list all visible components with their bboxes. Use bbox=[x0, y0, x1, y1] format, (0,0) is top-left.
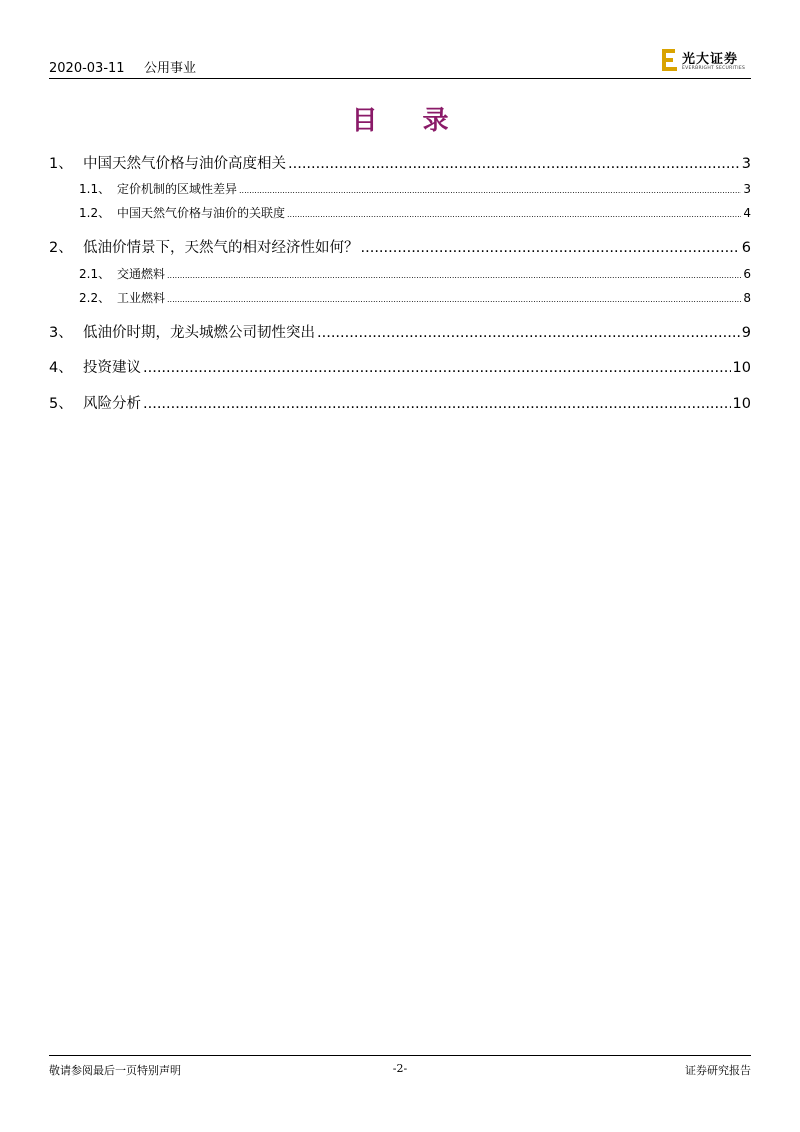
toc-dot-leader bbox=[317, 325, 740, 341]
toc-entry-page: 3 bbox=[741, 156, 751, 172]
page-footer bbox=[49, 1055, 751, 1080]
toc-entry[interactable] bbox=[49, 152, 751, 173]
toc-entry-number: 4、 bbox=[49, 360, 73, 376]
toc-entry-page: 9 bbox=[741, 325, 751, 341]
toc-entry-page: 10 bbox=[732, 360, 751, 376]
toc-entry-title: 投资建议 bbox=[83, 360, 141, 376]
toc-entry-title: 工业燃料 bbox=[117, 291, 166, 305]
toc-entry[interactable] bbox=[49, 265, 751, 282]
everbright-logo-icon bbox=[661, 48, 679, 72]
toc-dot-leader bbox=[167, 271, 741, 280]
logo-english-name: EVERBRIGHT SECURITIES bbox=[682, 66, 746, 71]
page-number: -2- bbox=[392, 1062, 408, 1075]
toc-entry-title: 低油价情景下，天然气的相对经济性如何？ bbox=[83, 240, 359, 256]
toc-entry-number: 2、 bbox=[49, 240, 73, 256]
page-header bbox=[49, 48, 751, 79]
toc-dot-leader bbox=[143, 360, 731, 376]
toc-dot-leader bbox=[361, 240, 740, 256]
toc-dot-leader bbox=[288, 156, 740, 172]
toc-entry[interactable] bbox=[49, 321, 751, 342]
toc-dot-leader bbox=[167, 295, 741, 304]
toc-entry[interactable] bbox=[49, 392, 751, 413]
toc-entry[interactable] bbox=[49, 236, 751, 257]
toc-entry-page: 6 bbox=[743, 267, 751, 281]
toc-entry-title: 风险分析 bbox=[83, 396, 141, 412]
toc-entry-number: 3、 bbox=[49, 325, 73, 341]
toc-entry[interactable] bbox=[49, 289, 751, 306]
toc-entry-title: 定价机制的区域性差异 bbox=[117, 182, 238, 196]
toc-entry-number: 2.1、 bbox=[79, 267, 111, 281]
toc-dot-leader bbox=[239, 186, 741, 195]
toc-dot-leader bbox=[287, 210, 741, 219]
toc-entry-page: 3 bbox=[743, 182, 751, 196]
toc-entry-number: 1、 bbox=[49, 156, 73, 172]
toc-entry-page: 4 bbox=[743, 206, 751, 220]
footer-disclaimer: 敬请参阅最后一页特别声明 bbox=[49, 1064, 181, 1077]
toc-entry-title: 中国天然气价格与油价高度相关 bbox=[83, 156, 286, 172]
toc-entry-title: 低油价时期，龙头城燃公司韧性突出 bbox=[83, 325, 315, 341]
toc-dot-leader bbox=[143, 396, 731, 412]
report-date: 2020-03-11 bbox=[49, 61, 125, 76]
toc-entry[interactable] bbox=[49, 356, 751, 377]
toc-entry-number: 1.1、 bbox=[79, 182, 111, 196]
toc-entry-title: 中国天然气价格与油价的关联度 bbox=[117, 206, 286, 220]
everbright-logo bbox=[661, 48, 751, 74]
toc-entry-page: 10 bbox=[732, 396, 751, 412]
toc-entry-number: 1.2、 bbox=[79, 206, 111, 220]
toc-entry-page: 8 bbox=[743, 291, 751, 305]
toc-entry-number: 5、 bbox=[49, 396, 73, 412]
toc-title: 目 录 bbox=[351, 106, 467, 136]
toc-entry[interactable] bbox=[49, 180, 751, 197]
logo-chinese-name: 光大证券 bbox=[682, 52, 739, 67]
toc-entry-page: 6 bbox=[741, 240, 751, 256]
report-sector: 公用事业 bbox=[144, 61, 197, 76]
toc-entry[interactable] bbox=[49, 204, 751, 221]
toc-entry-number: 2.2、 bbox=[79, 291, 111, 305]
footer-report-type: 证券研究报告 bbox=[685, 1064, 751, 1077]
toc-entry-title: 交通燃料 bbox=[117, 267, 166, 281]
